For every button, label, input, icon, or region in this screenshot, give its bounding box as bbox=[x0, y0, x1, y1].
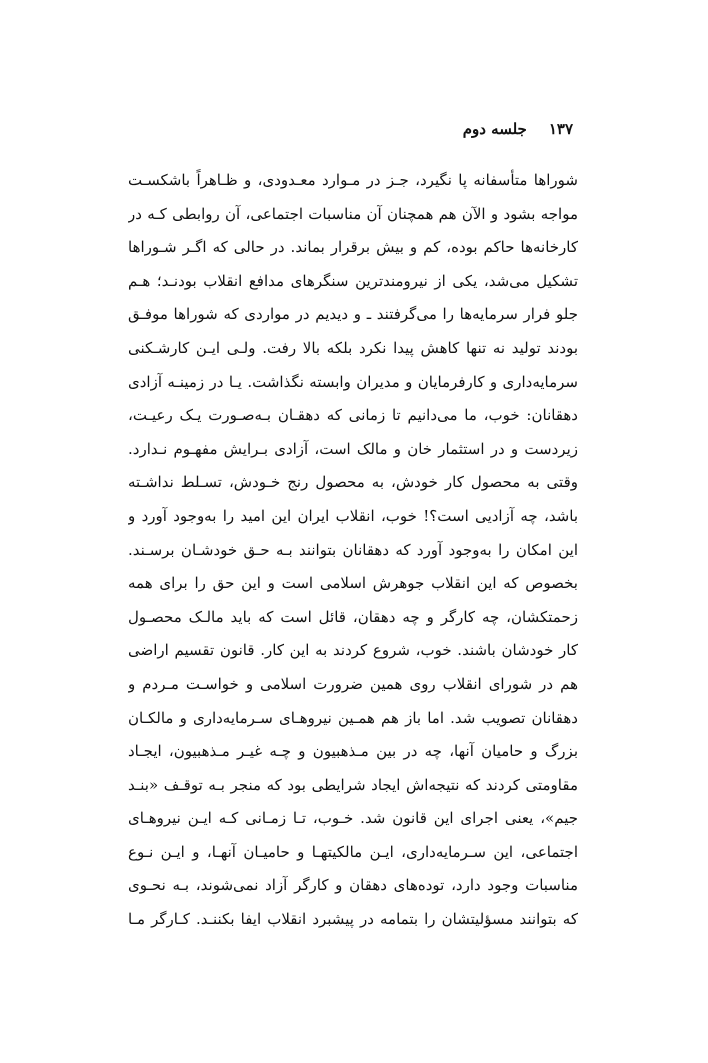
section-title: جلسه دوم bbox=[462, 120, 527, 138]
text-line: دهقانان تصویب شد. اما باز هم همـین نیروهـای سـرمایه‌داری و مالکـان bbox=[128, 708, 578, 727]
text-line: مناسبات وجود دارد، توده‌های دهقان و کارگر آزاد نمی‌شوند، بـه نحـوی bbox=[128, 876, 578, 895]
text-line: وقتی به محصول کار خودش، به محصول رنج خـودش، تسـلط نداشـته bbox=[128, 473, 578, 492]
text-line: هم در شورای انقلاب روی همین ضرورت اسلامی و خواسـت مـردم و bbox=[128, 674, 578, 693]
body-text bbox=[128, 164, 578, 937]
text-line: تشکیل می‌شد، یکی از نیرومندترین سنگرهای مدافع انقلاب بودنـد؛ هـم bbox=[128, 271, 578, 290]
text-line: این امکان را به‌وجود آورد که دهقانان بتوانند بـه حـق خودشـان برسـند. bbox=[128, 540, 578, 559]
text-line: جیم»، یعنی اجرای این قانون شد. خـوب، تـا زمـانی کـه ایـن نیروهـای bbox=[128, 809, 578, 828]
text-line: کار خودشان باشند. خوب، شروع کردند به این کار. قانون تقسیم اراضی bbox=[128, 641, 578, 660]
text-line: بخصوص که این انقلاب جوهرش اسلامی است و این حق را برای همه bbox=[128, 574, 578, 593]
text-line: بودند تولید نه تنها کاهش پیدا نکرد بلکه بالا رفت. ولـی ایـن کارشـکنی bbox=[128, 338, 578, 357]
text-line: اجتماعی، این سـرمایه‌داری، ایـن مالکیتهـا و حامیـان آنهـا، و ایـن نـوع bbox=[128, 842, 578, 861]
text-line: زحمتکشان، چه کارگر و چه دهقان، قائل است که باید مالـک محصـول bbox=[128, 607, 578, 626]
text-line: مقاومتی کردند که نتیجه‌اش ایجاد شرایطی بود که منجر بـه توقـف «بنـد bbox=[128, 775, 578, 794]
text-line: باشد، چه آزادیی است؟! خوب، انقلاب ایران این امید را به‌وجود آورد و bbox=[128, 506, 578, 525]
text-line: که بتوانند مسؤلیتشان را بتمامه در پیشبرد انقلاب ایفا بکننـد. کـارگر مـا bbox=[128, 910, 578, 929]
text-line: کارخانه‌ها حاکم بوده، کم و بیش برقرار بماند. در حالی که اگـر شـوراها bbox=[128, 238, 578, 257]
running-head bbox=[133, 120, 573, 138]
text-line: شوراها متأسفانه پا نگیرد، جـز در مـوارد معـدودی، و ظـاهراً باشکسـت bbox=[128, 171, 578, 189]
text-line: زیردست و در استثمار خان و مالک است، آزادی بـرایش مفهـوم نـدارد. bbox=[128, 439, 578, 458]
text-line: بزرگ و حامیان آنها، چه در بین مـذهبیون و چـه غیـر مـذهبیون، ایجـاد bbox=[128, 742, 578, 761]
text-line: مواجه بشود و الآن هم همچنان آن مناسبات اجتماعی، آن روابطی کـه در bbox=[128, 204, 578, 223]
text-line: سرمایه‌داری و کارفرمایان و مدیران وابسته نگذاشت. یـا در زمینـه آزادی bbox=[128, 372, 578, 391]
text-line: جلو فرار سرمایه‌ها را می‌گرفتند ـ و دیدیم در مواردی که شوراها موفـق bbox=[128, 305, 578, 324]
text-line: دهقانان: خوب، ما می‌دانیم تا زمانی که دهقـان بـه‌صـورت یـک رعیـت، bbox=[128, 406, 578, 425]
page-number: ۱۳۷ bbox=[548, 120, 573, 138]
